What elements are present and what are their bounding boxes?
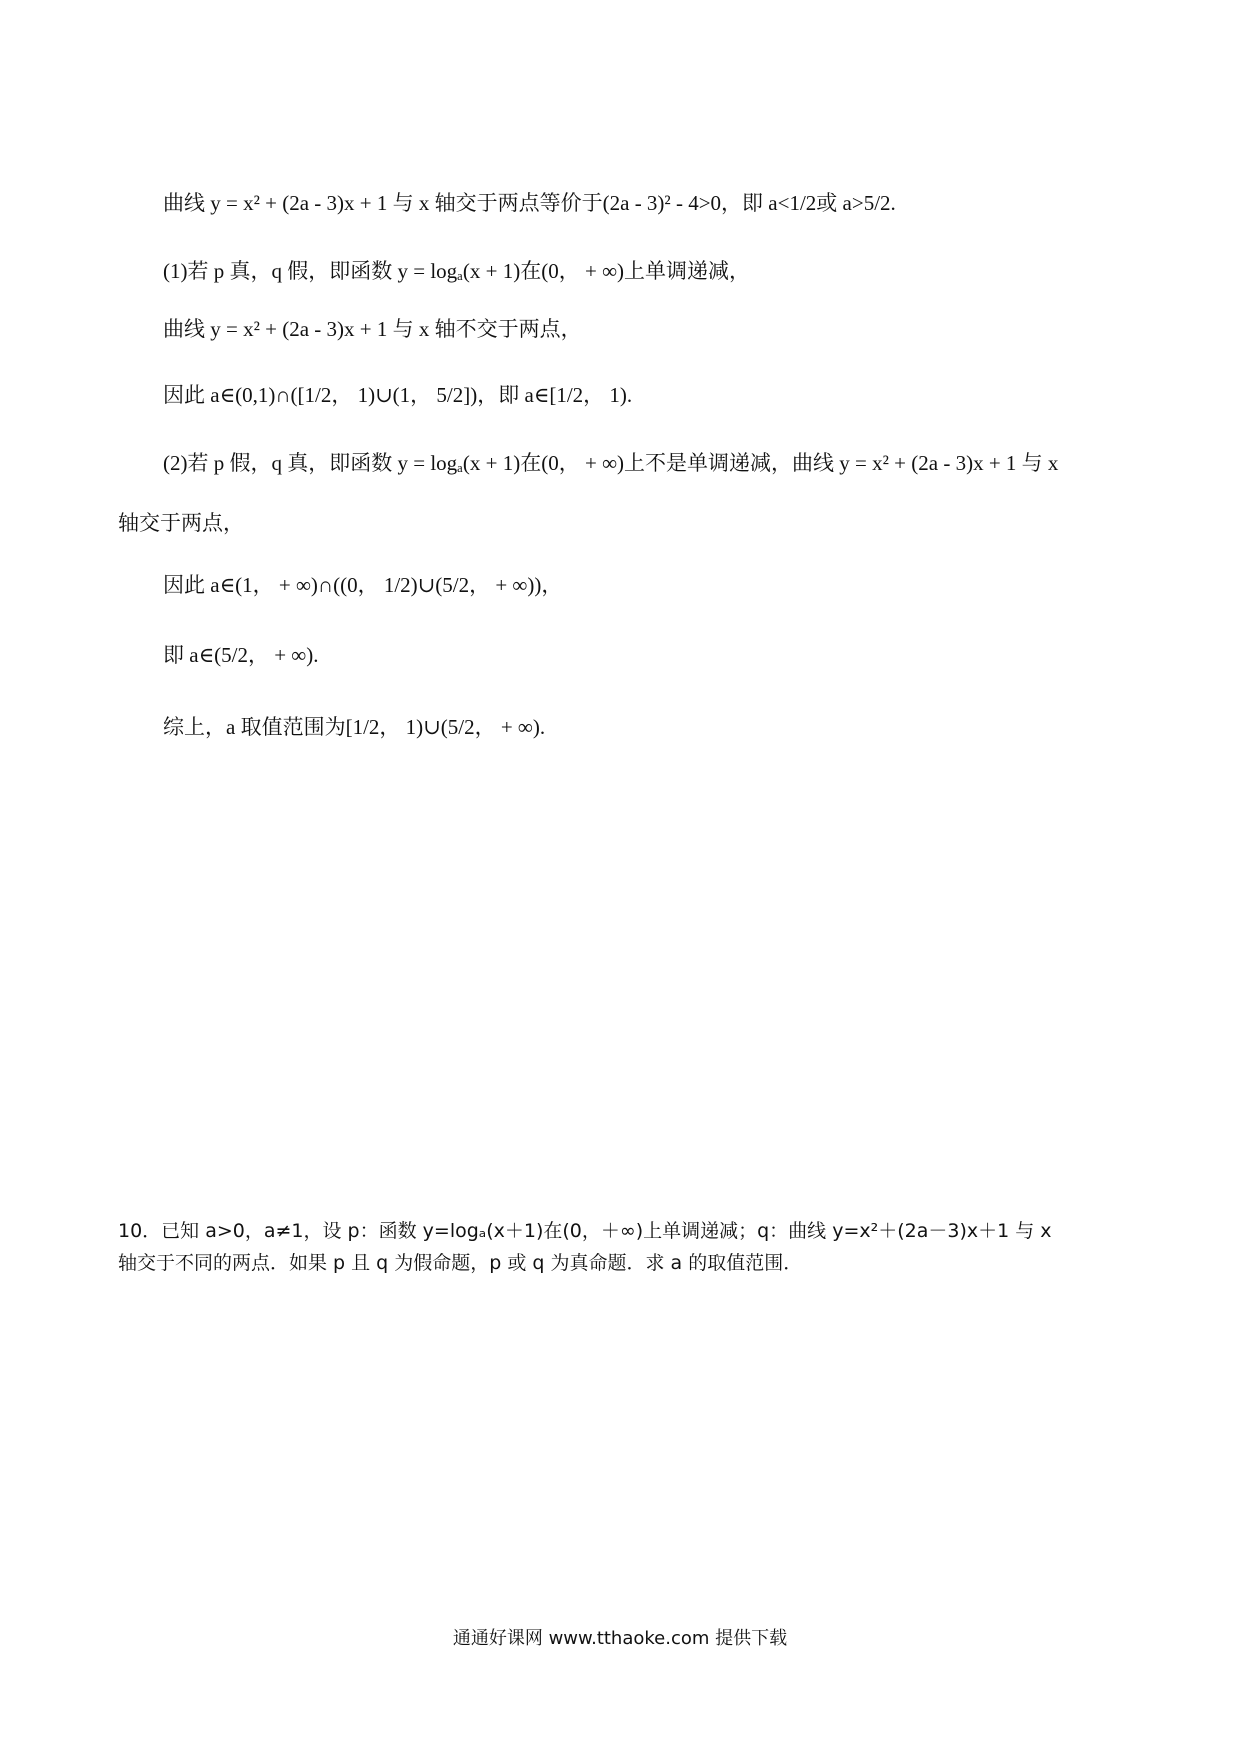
solution-line-9: 综上，a 取值范围为[1/2， 1)∪(5/2， + ∞). [163,715,546,739]
solution-line-3: 曲线 y = x² + (2a - 3)x + 1 与 x 轴不交于两点， [163,317,582,341]
question-10-line-1: 10．已知 a>0，a≠1，设 p：函数 y=logₐ(x＋1)在(0，＋∞)上单调递减；q：曲线 y=x²＋(2a－3)x＋1 与 x [118,1220,1052,1242]
solution-line-2: (1)若 p 真，q 假，即函数 y = logₐ(x + 1)在(0， + ∞)上单调递减， [163,259,751,283]
solution-line-5: (2)若 p 假，q 真，即函数 y = logₐ(x + 1)在(0， + ∞)上不是单调递减，曲线 y = x² + (2a - 3)x + 1 与 x [163,451,1059,475]
solution-line-8: 即 a∈(5/2， + ∞). [163,643,319,667]
solution-line-4: 因此 a∈(0,1)∩([1/2， 1)∪(1， 5/2])，即 a∈[1/2， 1). [163,383,633,407]
solution-line-6: 轴交于两点， [118,511,244,535]
page-footer: 通通好课网 www.tthaoke.com 提供下载 [452,1628,788,1649]
solution-line-7: 因此 a∈(1， + ∞)∩((0， 1/2)∪(5/2， + ∞))， [163,573,563,597]
question-10-line-2: 轴交于不同的两点．如果 p 且 q 为假命题，p 或 q 为真命题．求 a 的取值范围． [118,1252,803,1274]
solution-line-1: 曲线 y = x² + (2a - 3)x + 1 与 x 轴交于两点等价于(2a - 3)² - 4>0，即 a<1/2或 a>5/2. [163,191,896,215]
